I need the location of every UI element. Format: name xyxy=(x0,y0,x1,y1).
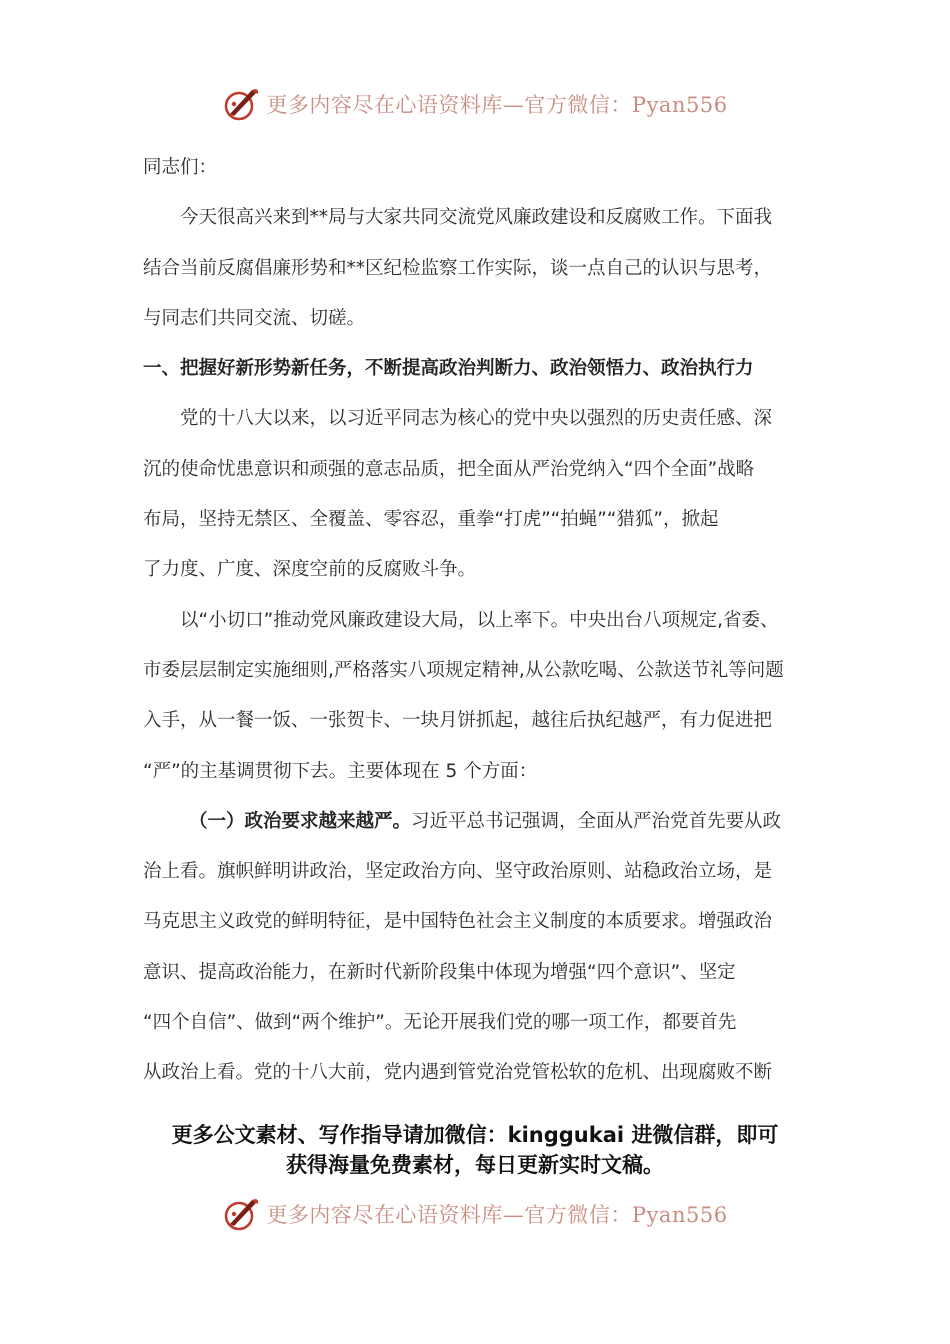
paragraph-line: 布局，坚持无禁区、全覆盖、零容忍，重拳“打虎”“拍蝇”“猎狐”，掀起 xyxy=(143,509,719,531)
promo-note-line-1: 更多公文素材、写作指导请加微信：kinggukai 进微信群，即可 xyxy=(171,1123,779,1147)
document-body xyxy=(143,143,811,1099)
paragraph-line: 党的十八大以来，以习近平同志为核心的党中央以强烈的历史责任感、深 xyxy=(180,408,773,430)
subsection-heading: （一）政治要求越来越严。 xyxy=(189,810,412,832)
paragraph-line: 马克思主义政党的鲜明特征，是中国特色社会主义制度的本质要求。增强政治 xyxy=(143,911,773,933)
header-banner xyxy=(0,82,950,126)
header-banner-text: 更多内容尽在心语资料库—官方微信：Pyan556 xyxy=(266,93,728,117)
paragraph-line: 以“小切口”推动党风廉政建设大局，以上率下。中央出台八项规定,省委、 xyxy=(180,609,779,631)
paragraph-line: 从政治上看。党的十八大前，党内遇到管党治党管松软的危机、出现腐败不断 xyxy=(143,1062,773,1084)
subsection-line xyxy=(143,797,811,847)
paragraph-line: 市委层层制定实施细则,严格落实八项规定精神,从公款吃喝、公款送节礼等问题 xyxy=(143,659,784,681)
paragraph-line: 了力度、广度、深度空前的反腐败斗争。 xyxy=(143,559,477,581)
subsection-text: 习近平总书记强调，全面从严治党首先要从政 xyxy=(411,810,782,832)
promo-note xyxy=(0,1120,950,1180)
paragraph-line: 沉的使命忧患意识和顽强的意志品质，把全面从严治党纳入“四个全面”战略 xyxy=(143,458,755,480)
quill-pen-logo-icon xyxy=(222,84,262,124)
paragraph-line: “四个自信”、做到“两个维护”。无论开展我们党的哪一项工作，都要首先 xyxy=(143,1012,737,1034)
paragraph-line: 意识、提高政治能力，在新时代新阶段集中体现为增强“四个意识”、坚定 xyxy=(143,961,736,983)
paragraph-line: 今天很高兴来到**局与大家共同交流党风廉政建设和反腐败工作。下面我 xyxy=(180,207,773,229)
paragraph-line: 入手，从一餐一饭、一张贺卡、一块月饼抓起，越往后执纪越严，有力促进把 xyxy=(143,710,773,732)
promo-note-line-2: 获得海量免费素材，每日更新实时文稿。 xyxy=(286,1153,664,1177)
paragraph-line: “严”的主基调贯彻下去。主要体现在 5 个方面： xyxy=(143,760,538,782)
section-heading: 一、把握好新形势新任务，不断提高政治判断力、政治领悟力、政治执行力 xyxy=(143,358,754,380)
paragraph-line: 与同志们共同交流、切磋。 xyxy=(143,307,366,329)
quill-pen-logo-icon xyxy=(222,1194,262,1234)
salutation: 同志们： xyxy=(143,157,218,178)
paragraph-line: 结合当前反腐倡廉形势和**区纪检监察工作实际，谈一点自己的认识与思考， xyxy=(143,257,773,279)
paragraph-line: 治上看。旗帜鲜明讲政治，坚定政治方向、坚守政治原则、站稳政治立场，是 xyxy=(143,861,773,883)
footer-banner-text: 更多内容尽在心语资料库—官方微信：Pyan556 xyxy=(266,1203,728,1227)
footer-banner xyxy=(0,1192,950,1236)
